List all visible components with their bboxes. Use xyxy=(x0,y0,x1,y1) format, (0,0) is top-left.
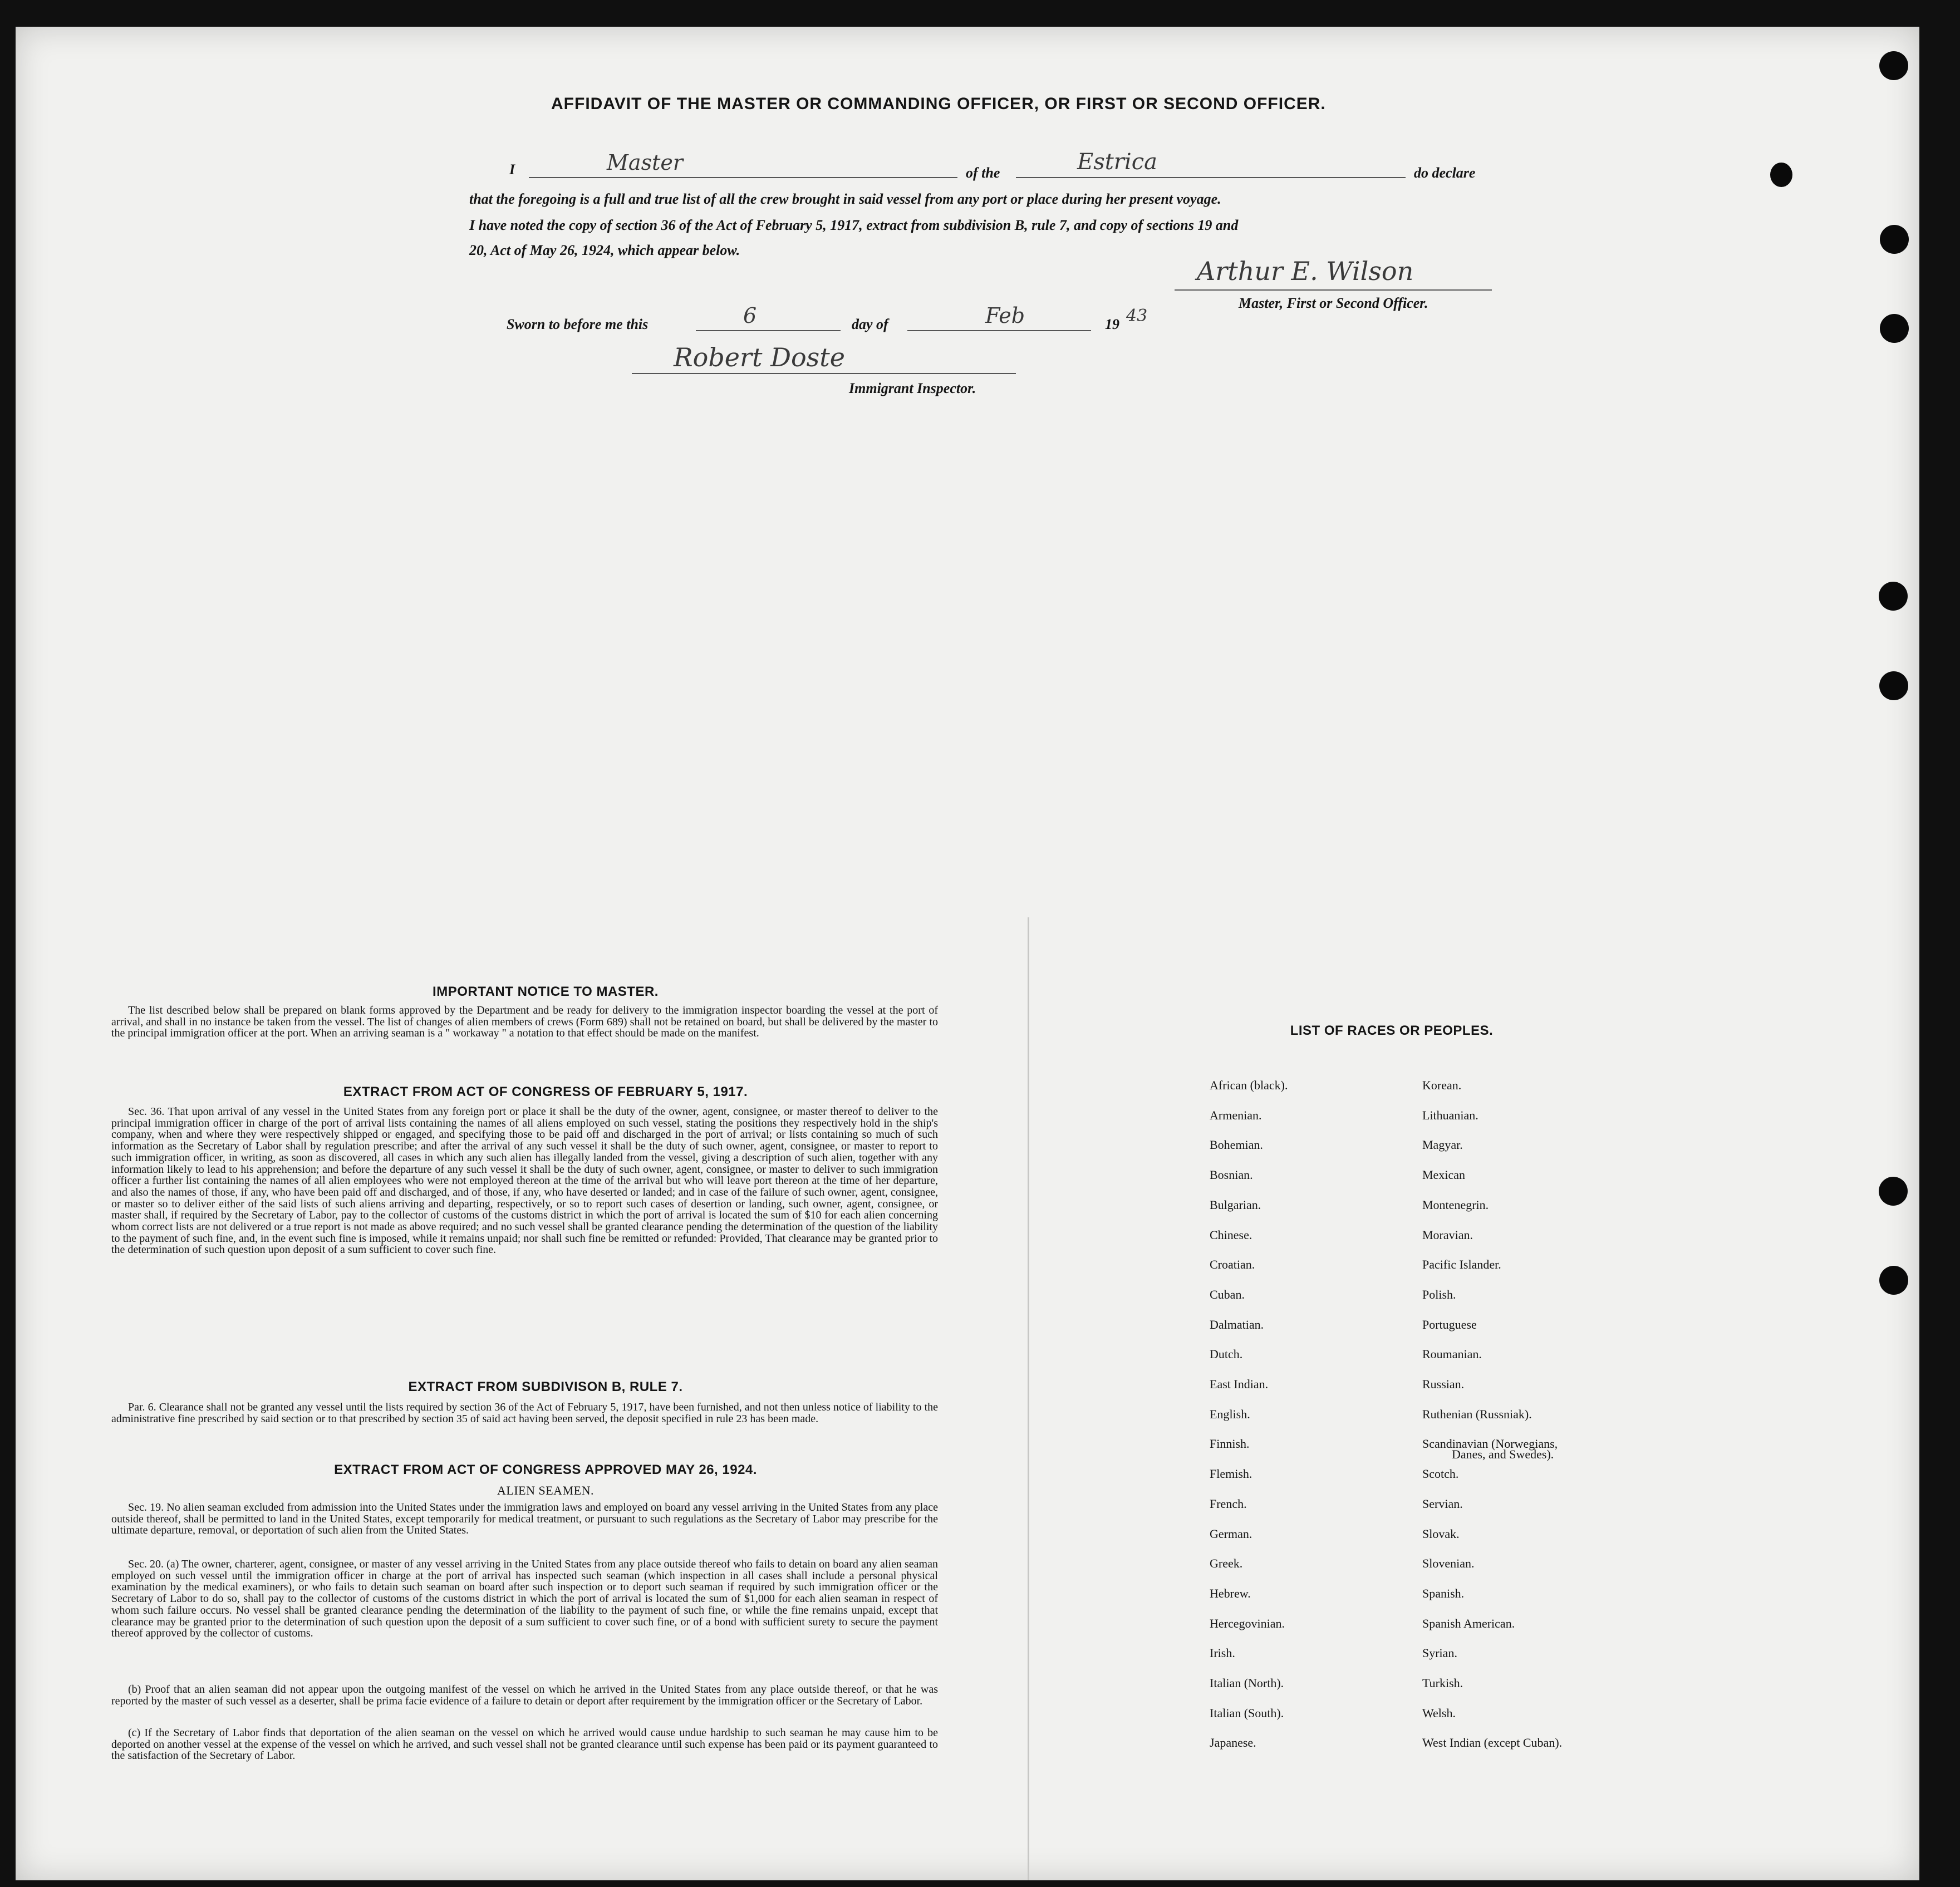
race-item: Lithuanian. xyxy=(1422,1108,1478,1122)
race-item: Bohemian. xyxy=(1210,1138,1263,1152)
race-item: Croatian. xyxy=(1210,1257,1255,1271)
race-item: Scandinavian (Norwegians, xyxy=(1422,1437,1558,1451)
sworn-month-blank xyxy=(907,330,1091,331)
vessel-name-handwritten: Estrica xyxy=(1077,149,1157,175)
race-item: Dalmatian. xyxy=(1210,1318,1264,1331)
year-suffix: 43 xyxy=(1126,306,1148,326)
race-item: Irish. xyxy=(1210,1646,1235,1660)
races-title: LIST OF RACES OR PEOPLES. xyxy=(1290,1023,1494,1038)
sec20b-body: (b) Proof that an alien seaman did not appear upon the outgoing manifest of the vessel on which he arrived in the United States from any place outside thereof, or that he was reported by the master of such vessel as a deserter, shall be prima facie evidence of a failure to detain or deport after requirement by the immigration officer or the Secretary of Labor. xyxy=(111,1683,938,1707)
race-item: Mexican xyxy=(1422,1168,1465,1182)
race-item: West Indian (except Cuban). xyxy=(1422,1736,1563,1750)
race-item: Slovenian. xyxy=(1422,1556,1475,1570)
race-item: Flemish. xyxy=(1210,1467,1252,1481)
inspector-signature-line xyxy=(632,373,1016,374)
punch-hole xyxy=(1879,51,1908,80)
race-item: Cuban. xyxy=(1210,1288,1245,1301)
punch-hole xyxy=(1879,671,1908,700)
year-prefix: 19 xyxy=(1105,316,1119,332)
race-item: Pacific Islander. xyxy=(1422,1257,1501,1271)
sec19-body: Sec. 19. No alien seaman excluded from admission into the United States under the immigration laws and employed on board any vessel arriving in the United States from any place outside thereof, shall be permitted to land in the United States, except temporarily for medical treatment, or pursuant to such regulations as the Secretary of Labor may prescribe for the ultimate departure, removal, or deportation of such alien from the United States. xyxy=(111,1501,938,1537)
punch-hole xyxy=(1880,225,1909,254)
notice-title: IMPORTANT NOTICE TO MASTER. xyxy=(433,984,659,999)
punch-hole xyxy=(1770,163,1792,187)
race-item: French. xyxy=(1210,1497,1247,1511)
day-of-label: day of xyxy=(852,316,888,332)
vessel-name-blank xyxy=(1016,177,1406,178)
sworn-day-blank xyxy=(696,330,841,331)
race-item: Bulgarian. xyxy=(1210,1198,1261,1212)
sworn-day: 6 xyxy=(743,303,757,328)
race-item: Hercegovinian. xyxy=(1210,1616,1285,1630)
race-item: African (black). xyxy=(1210,1078,1288,1092)
race-item: English. xyxy=(1210,1407,1250,1421)
extract2-body: Par. 6. Clearance shall not be granted any vessel until the lists required by section 36 of the Act of February 5, 1917, have been furnished, and not then unless notice of liability to the administrative fine prescribed by said section or to that prescribed by section 35 of said act having been served, the deposit specified in rule 23 has been made. xyxy=(111,1401,938,1425)
race-item: Finnish. xyxy=(1210,1437,1250,1451)
race-item: Polish. xyxy=(1422,1288,1456,1301)
race-item: Greek. xyxy=(1210,1556,1243,1570)
affidavit-line-4: 20, Act of May 26, 1924, which appear below. xyxy=(469,242,740,258)
race-item: Scotch. xyxy=(1422,1467,1459,1481)
affidavit-of-the-label: of the xyxy=(966,165,1000,181)
race-item: Chinese. xyxy=(1210,1228,1252,1242)
inspector-caption: Immigrant Inspector. xyxy=(849,380,976,396)
race-item: Ruthenian (Russniak). xyxy=(1422,1407,1532,1421)
race-item: Italian (North). xyxy=(1210,1676,1284,1690)
master-name-handwritten: Master xyxy=(607,150,683,175)
race-item: Turkish. xyxy=(1422,1676,1463,1690)
extract1-body: Sec. 36. That upon arrival of any vessel in the United States from any foreign port or place it shall be the duty of the owner, agent, consignee, or master thereof to deliver to the principal immigration officer in charge of the port of arrival lists containing the names of all aliens employed on such vessel, stating the positions they respectively hold in the ship's company, when and where they were respectively shipped or engaged, and specifying those to be paid off and discharged in the port of arrival; or lists containing so much of such information as the Secretary of Labor shall by regulation prescribe; and after the arrival of any such vessel it shall be the duty of such owner, agent, consignee, or master to report to such immigration officer, in writing, as soon as discovered, all cases in which any such alien has illegally landed from the vessel, giving a description of such alien, together with any information likely to lead to his apprehension; and before the departure of any such vessel it shall be the duty of such owner, agent, consignee, or master to deliver to such immigration officer a further list containing the names of all alien employees who were not employed thereon at the time of the arrival but who will leave port thereon at the time of her departure, and also the names of those, if any, who have been paid off and discharged, and of those, if any, who have deserted or landed; and in case of the failure of such owner, agent, consignee, or master so to deliver either of the said lists of such aliens arriving and departing, respectively, or so to report such cases of desertion or landing, such owner, agent, consignee, or master shall, if required by the Secretary of Labor, pay to the collector of customs of the customs district in which the port of arrival is located the sum of $10 for each alien concerning whom correct lists are not delivered or a true report is not made as above required; and no such vessel shall be granted clearance pending the determination of the question of the liability to the payment of such fine, and, in the event such fine is imposed, while it remains unpaid; nor shall such fine be remitted or refunded: Provided, That clearance may be granted prior to the determination of such question upon deposit of a sum sufficient to cover such fine. xyxy=(111,1105,938,1256)
sworn-label: Sworn to before me this xyxy=(507,316,649,332)
fold-line xyxy=(1028,917,1029,1880)
punch-hole xyxy=(1879,582,1908,611)
race-item: East Indian. xyxy=(1210,1377,1269,1391)
master-signature-line xyxy=(1175,289,1492,291)
extract1-title: EXTRACT FROM ACT OF CONGRESS OF FEBRUARY 5, 1917. xyxy=(343,1084,748,1099)
race-item: Roumanian. xyxy=(1422,1347,1482,1361)
affidavit-title: AFFIDAVIT OF THE MASTER OR COMMANDING OFFICER, OR FIRST OR SECOND OFFICER. xyxy=(551,95,1326,113)
race-item: Spanish. xyxy=(1422,1586,1465,1600)
affidavit-line-3: I have noted the copy of section 36 of the Act of February 5, 1917, extract from subdivision B, rule 7, and copy of sections 19 and xyxy=(469,217,1239,233)
inspector-signature: Robert Doste xyxy=(674,342,845,372)
race-item: Welsh. xyxy=(1422,1706,1456,1720)
sec20a-body: Sec. 20. (a) The owner, charterer, agent, consignee, or master of any vessel arriving in the United States from any place outside thereof who fails to detain on board any alien seaman employed on such vessel until the immigration officer in charge at the port of arrival has inspected such seaman (which inspection in all cases shall include a personal physical examination by the medical examiners), or who fails to detain such seaman on board after such inspection or to deport such seaman if required by such immigration officer or the Secretary of Labor to do so, shall pay to the collector of customs of the customs district in which the port of arrival is located the sum of $1,000 for each alien seaman in respect of whom such failure occurs. No vessel shall be granted clearance pending the determination of the liability to the payment of such fine, or while the fine remains unpaid, except that clearance may be granted prior to the determination of such question upon the deposit of a sum sufficient to cover such fine, or of a bond with sufficient surety to secure the payment thereof approved by the collector of customs. xyxy=(111,1558,938,1640)
punch-hole xyxy=(1879,1177,1908,1206)
punch-hole xyxy=(1880,314,1909,343)
race-item: Armenian. xyxy=(1210,1108,1262,1122)
race-item: Hebrew. xyxy=(1210,1586,1251,1600)
race-item: Russian. xyxy=(1422,1377,1465,1391)
race-item: Montenegrin. xyxy=(1422,1198,1489,1212)
punch-hole xyxy=(1879,1266,1908,1295)
race-item: Spanish American. xyxy=(1422,1616,1515,1630)
race-item: Korean. xyxy=(1422,1078,1462,1092)
master-signature: Arthur E. Wilson xyxy=(1197,256,1414,286)
extract3-title: EXTRACT FROM ACT OF CONGRESS APPROVED MAY 26, 1924. xyxy=(334,1462,757,1477)
race-item: Servian. xyxy=(1422,1497,1463,1511)
affidavit-line-2: that the foregoing is a full and true list of all the crew brought in said vessel from any port or place during her present voyage. xyxy=(469,191,1221,207)
master-caption: Master, First or Second Officer. xyxy=(1239,295,1428,311)
race-item: Japanese. xyxy=(1210,1736,1256,1750)
extract3-subtitle: ALIEN SEAMEN. xyxy=(497,1483,594,1497)
race-item: Syrian. xyxy=(1422,1646,1457,1660)
race-item-scandinavian-cont: Danes, and Swedes). xyxy=(1452,1447,1554,1461)
race-item: Portuguese xyxy=(1422,1318,1477,1331)
race-item: Slovak. xyxy=(1422,1527,1460,1541)
extract2-title: EXTRACT FROM SUBDIVISON B, RULE 7. xyxy=(408,1379,683,1394)
notice-body: The list described below shall be prepared on blank forms approved by the Department and be ready for delivery to the immigration inspector boarding the vessel at the port of arrival, and shall in no instance be taken from the vessel. The list of changes of alien members of crews (Form 689) shall not be retained on board, but shall be delivered by the master to the principal immigration officer at the port. When an arriving seaman is a " workaway " a notation to that effect should be made on the manifest. xyxy=(111,1004,938,1040)
affidavit-i-label: I xyxy=(509,161,515,178)
race-item: Moravian. xyxy=(1422,1228,1473,1242)
master-name-blank xyxy=(529,177,957,178)
race-item: Dutch. xyxy=(1210,1347,1243,1361)
affidavit-do-declare: do declare xyxy=(1414,165,1476,181)
race-item: Bosnian. xyxy=(1210,1168,1253,1182)
race-item: Magyar. xyxy=(1422,1138,1463,1152)
race-item: Italian (South). xyxy=(1210,1706,1284,1720)
race-item: German. xyxy=(1210,1527,1252,1541)
sworn-month: Feb xyxy=(985,303,1025,328)
sec20c-body: (c) If the Secretary of Labor finds that deportation of the alien seaman on the vessel on which he arrived would cause undue hardship to such seaman he may cause him to be deported on another vessel at the expense of the vessel on which he arrived, and such vessel shall not be granted clearance until such expense has been paid or its payment guaranteed to the satisfaction of the Secretary of Labor. xyxy=(111,1727,938,1762)
